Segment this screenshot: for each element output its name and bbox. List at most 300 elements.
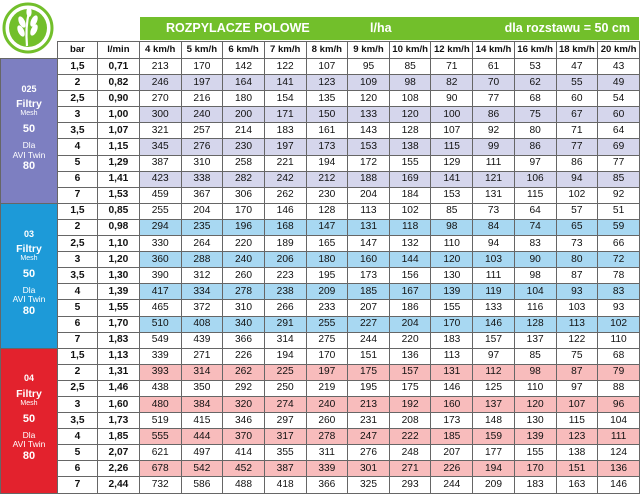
pressure-cell: 5: [57, 155, 97, 171]
rate-cell: 278: [306, 429, 348, 445]
pressure-cell: 1,5: [57, 59, 97, 75]
table-row: [1, 332, 640, 348]
rate-cell: 194: [264, 348, 306, 364]
rate-cell: 226: [223, 348, 265, 364]
table-row: [1, 445, 640, 461]
rate-cell: 225: [264, 364, 306, 380]
table-row: [1, 252, 640, 268]
rate-cell: 155: [514, 445, 556, 461]
rate-cell: 415: [181, 413, 223, 429]
rate-cell: 488: [223, 477, 265, 493]
rate-cell: 84: [473, 219, 515, 235]
rate-cell: 136: [598, 461, 640, 477]
rate-cell: 274: [264, 396, 306, 412]
rate-cell: 111: [598, 429, 640, 445]
rate-cell: 165: [306, 236, 348, 252]
nozzle-group: [1, 59, 640, 204]
table-row: [1, 171, 640, 187]
rate-cell: 510: [139, 316, 181, 332]
rate-cell: 233: [306, 300, 348, 316]
rate-cell: 123: [306, 75, 348, 91]
for-label: Dla: [22, 429, 36, 440]
rate-cell: 423: [139, 171, 181, 187]
rate-cell: 147: [348, 236, 390, 252]
rate-cell: 128: [306, 203, 348, 219]
rate-cell: 197: [264, 139, 306, 155]
rate-cell: 133: [473, 300, 515, 316]
rate-cell: 155: [389, 155, 431, 171]
rate-cell: 170: [431, 316, 473, 332]
rate-cell: 194: [306, 155, 348, 171]
rate-cell: 258: [223, 155, 265, 171]
nozzle-group: [1, 203, 640, 348]
rate-cell: 621: [139, 445, 181, 461]
rate-cell: 439: [181, 332, 223, 348]
rate-cell: 170: [514, 461, 556, 477]
rate-cell: 414: [223, 445, 265, 461]
table-row: [1, 236, 640, 252]
rate-cell: 120: [389, 107, 431, 123]
rate-cell: 98: [514, 364, 556, 380]
rate-cell: 291: [264, 316, 306, 332]
rate-cell: 107: [431, 123, 473, 139]
flow-cell: 1,13: [97, 348, 139, 364]
rate-cell: 438: [139, 380, 181, 396]
header-speed: 9 km/h: [348, 42, 390, 59]
rate-cell: 223: [264, 268, 306, 284]
rate-cell: 83: [598, 284, 640, 300]
table-row: [1, 461, 640, 477]
pressure-cell: 4: [57, 429, 97, 445]
rate-cell: 170: [306, 348, 348, 364]
rate-cell: 192: [389, 396, 431, 412]
rate-cell: 153: [431, 187, 473, 203]
rate-cell: 208: [389, 413, 431, 429]
rate-cell: 102: [598, 316, 640, 332]
rate-cell: 131: [473, 187, 515, 203]
rate-cell: 104: [598, 413, 640, 429]
rate-cell: 86: [514, 139, 556, 155]
rate-cell: 222: [389, 429, 431, 445]
rate-cell: 71: [556, 123, 598, 139]
rate-cell: 264: [181, 236, 223, 252]
nozzle-label: [1, 348, 58, 493]
rate-cell: 310: [181, 155, 223, 171]
rate-cell: 220: [223, 236, 265, 252]
rate-cell: 293: [389, 477, 431, 493]
rate-cell: 104: [514, 284, 556, 300]
flow-cell: 1,29: [97, 155, 139, 171]
rate-cell: 173: [348, 268, 390, 284]
rate-cell: 139: [431, 284, 473, 300]
nozzle-label: [1, 203, 58, 348]
rate-cell: 338: [181, 171, 223, 187]
rate-cell: 519: [139, 413, 181, 429]
rate-cell: 155: [431, 300, 473, 316]
table-row: [1, 123, 640, 139]
rate-cell: 271: [181, 348, 223, 364]
rate-cell: 240: [181, 107, 223, 123]
rate-cell: 107: [556, 396, 598, 412]
rate-cell: 185: [348, 284, 390, 300]
rate-cell: 732: [139, 477, 181, 493]
rate-cell: 49: [598, 75, 640, 91]
mesh-value: 50: [22, 268, 36, 281]
rate-cell: 130: [431, 268, 473, 284]
header-corner: [1, 42, 58, 59]
rate-cell: 270: [139, 91, 181, 107]
pressure-cell: 3,5: [57, 413, 97, 429]
pressure-cell: 2: [57, 75, 97, 91]
rate-cell: 175: [389, 380, 431, 396]
rate-cell: 122: [556, 332, 598, 348]
rate-cell: 97: [473, 348, 515, 364]
rate-cell: 157: [389, 364, 431, 380]
pressure-cell: 2,5: [57, 236, 97, 252]
rate-cell: 110: [598, 332, 640, 348]
rate-cell: 444: [181, 429, 223, 445]
rate-cell: 262: [223, 364, 265, 380]
rate-cell: 100: [431, 107, 473, 123]
header-row: [1, 42, 640, 59]
rate-cell: 116: [514, 300, 556, 316]
banner-title: ROZPYLACZE POLOWE: [166, 21, 310, 35]
rate-cell: 146: [473, 316, 515, 332]
rate-cell: 586: [181, 477, 223, 493]
rate-cell: 120: [431, 252, 473, 268]
rate-cell: 115: [514, 187, 556, 203]
rate-cell: 334: [181, 284, 223, 300]
rate-cell: 360: [139, 252, 181, 268]
rate-cell: 110: [431, 236, 473, 252]
rate-cell: 177: [473, 445, 515, 461]
rate-cell: 372: [181, 300, 223, 316]
rate-cell: 88: [598, 380, 640, 396]
table-row: [1, 75, 640, 91]
rate-cell: 94: [473, 236, 515, 252]
rate-cell: 146: [431, 380, 473, 396]
rate-cell: 151: [556, 461, 598, 477]
rate-cell: 173: [306, 139, 348, 155]
rate-cell: 213: [139, 59, 181, 75]
rate-cell: 113: [348, 203, 390, 219]
rate-cell: 346: [223, 413, 265, 429]
avi-value: 80: [22, 305, 36, 318]
rate-cell: 390: [139, 268, 181, 284]
rate-cell: 366: [223, 332, 265, 348]
pressure-cell: 5: [57, 445, 97, 461]
rate-cell: 164: [223, 75, 265, 91]
rate-cell: 86: [473, 107, 515, 123]
rate-cell: 85: [598, 171, 640, 187]
rate-cell: 207: [431, 445, 473, 461]
pressure-cell: 6: [57, 316, 97, 332]
rate-cell: 320: [223, 396, 265, 412]
rate-cell: 171: [264, 107, 306, 123]
rate-cell: 185: [431, 429, 473, 445]
rate-cell: 99: [473, 139, 515, 155]
mesh-label: Mesh: [20, 255, 38, 263]
rate-cell: 53: [514, 59, 556, 75]
rate-cell: 282: [223, 171, 265, 187]
rate-cell: 311: [306, 445, 348, 461]
rate-cell: 183: [431, 332, 473, 348]
rate-cell: 160: [348, 252, 390, 268]
rate-cell: 248: [389, 445, 431, 461]
table-row: [1, 59, 640, 75]
rate-cell: 77: [473, 91, 515, 107]
rate-cell: 240: [306, 396, 348, 412]
rate-cell: 214: [223, 123, 265, 139]
rate-cell: 250: [264, 380, 306, 396]
rate-cell: 292: [223, 380, 265, 396]
rate-cell: 301: [348, 461, 390, 477]
flow-cell: 1,07: [97, 123, 139, 139]
rate-cell: 125: [473, 380, 515, 396]
title-banner: [140, 17, 639, 40]
flow-cell: 1,46: [97, 380, 139, 396]
rate-cell: 195: [348, 380, 390, 396]
rate-cell: 197: [181, 75, 223, 91]
table-row: [1, 477, 640, 493]
rate-cell: 98: [431, 219, 473, 235]
rate-cell: 188: [348, 171, 390, 187]
filter-label: Filtry: [16, 98, 42, 111]
rate-cell: 339: [139, 348, 181, 364]
rate-cell: 189: [264, 236, 306, 252]
table-row: [1, 155, 640, 171]
rate-cell: 146: [598, 477, 640, 493]
rate-cell: 213: [348, 396, 390, 412]
rate-cell: 85: [431, 203, 473, 219]
rate-cell: 92: [473, 123, 515, 139]
rate-cell: 132: [389, 236, 431, 252]
flow-cell: 0,85: [97, 203, 139, 219]
rate-cell: 314: [264, 332, 306, 348]
rate-cell: 153: [348, 139, 390, 155]
header-speed: 6 km/h: [223, 42, 265, 59]
rate-cell: 72: [598, 252, 640, 268]
rate-cell: 139: [514, 429, 556, 445]
flow-cell: 0,82: [97, 75, 139, 91]
rate-cell: 128: [514, 316, 556, 332]
rate-cell: 85: [514, 348, 556, 364]
rate-cell: 147: [306, 219, 348, 235]
rate-cell: 93: [556, 284, 598, 300]
rate-cell: 255: [139, 203, 181, 219]
flow-cell: 1,73: [97, 413, 139, 429]
rate-cell: 90: [431, 91, 473, 107]
rate-cell: 78: [598, 268, 640, 284]
rate-cell: 137: [514, 332, 556, 348]
rate-cell: 124: [598, 445, 640, 461]
rate-cell: 271: [389, 461, 431, 477]
rate-cell: 119: [473, 284, 515, 300]
rate-cell: 120: [514, 396, 556, 412]
pressure-cell: 3: [57, 396, 97, 412]
rate-cell: 238: [264, 284, 306, 300]
header-speed: 8 km/h: [306, 42, 348, 59]
rate-cell: 97: [556, 380, 598, 396]
rate-cell: 306: [223, 187, 265, 203]
banner-spacing: dla rozstawu = 50 cm: [504, 21, 630, 35]
filter-label: Filtry: [16, 387, 42, 400]
rate-cell: 142: [223, 59, 265, 75]
rate-cell: 136: [389, 348, 431, 364]
rate-cell: 459: [139, 187, 181, 203]
table-row: [1, 203, 640, 219]
avi-twin-label: AVI Twin: [12, 439, 46, 450]
rate-cell: 118: [389, 219, 431, 235]
rate-cell: 196: [223, 219, 265, 235]
rate-cell: 278: [223, 284, 265, 300]
rate-cell: 148: [473, 413, 515, 429]
rate-cell: 247: [348, 429, 390, 445]
rate-cell: 128: [389, 123, 431, 139]
rate-cell: 330: [139, 236, 181, 252]
rate-cell: 339: [306, 461, 348, 477]
rate-cell: 244: [431, 477, 473, 493]
rate-cell: 418: [264, 477, 306, 493]
rate-cell: 183: [264, 123, 306, 139]
mesh-value: 50: [22, 123, 36, 136]
rate-cell: 113: [431, 348, 473, 364]
pressure-cell: 4: [57, 284, 97, 300]
rate-cell: 226: [431, 461, 473, 477]
header-speed: 10 km/h: [389, 42, 431, 59]
rate-cell: 160: [431, 396, 473, 412]
rate-cell: 102: [556, 187, 598, 203]
rate-cell: 98: [389, 75, 431, 91]
rate-cell: 200: [223, 107, 265, 123]
flow-cell: 1,85: [97, 429, 139, 445]
avi-value: 80: [22, 160, 36, 173]
rate-cell: 47: [556, 59, 598, 75]
pressure-cell: 1,5: [57, 203, 97, 219]
rate-cell: 111: [473, 268, 515, 284]
rate-cell: 87: [556, 268, 598, 284]
pressure-cell: 2: [57, 219, 97, 235]
rate-cell: 109: [348, 75, 390, 91]
table-row: [1, 107, 640, 123]
flow-cell: 1,60: [97, 396, 139, 412]
table-row: [1, 300, 640, 316]
rate-cell: 168: [264, 219, 306, 235]
rate-cell: 555: [139, 429, 181, 445]
rate-cell: 180: [223, 91, 265, 107]
pressure-cell: 7: [57, 187, 97, 203]
rate-cell: 75: [556, 348, 598, 364]
avi-twin-label: AVI Twin: [12, 149, 46, 160]
rate-cell: 230: [223, 139, 265, 155]
pressure-cell: 2,5: [57, 91, 97, 107]
header-lmin: l/min: [97, 42, 139, 59]
rate-cell: 87: [556, 364, 598, 380]
rate-cell: 204: [389, 316, 431, 332]
rate-cell: 497: [181, 445, 223, 461]
pressure-cell: 3: [57, 107, 97, 123]
pressure-cell: 1,5: [57, 348, 97, 364]
table-row: [1, 396, 640, 412]
rate-cell: 151: [348, 348, 390, 364]
flow-cell: 2,26: [97, 461, 139, 477]
header-bar: bar: [57, 42, 97, 59]
rate-cell: 98: [514, 268, 556, 284]
rate-cell: 244: [348, 332, 390, 348]
rate-cell: 257: [181, 123, 223, 139]
rate-cell: 115: [431, 139, 473, 155]
rate-cell: 231: [348, 413, 390, 429]
pressure-cell: 2,5: [57, 380, 97, 396]
table-row: [1, 219, 640, 235]
flow-cell: 1,00: [97, 107, 139, 123]
table-row: [1, 364, 640, 380]
rate-cell: 260: [223, 268, 265, 284]
pressure-cell: 7: [57, 332, 97, 348]
rate-cell: 219: [306, 380, 348, 396]
table-row: [1, 348, 640, 364]
rate-cell: 297: [264, 413, 306, 429]
rate-cell: 146: [264, 203, 306, 219]
rate-cell: 408: [181, 316, 223, 332]
rate-cell: 97: [514, 155, 556, 171]
rate-cell: 121: [473, 171, 515, 187]
rate-cell: 59: [598, 219, 640, 235]
rate-cell: 204: [348, 187, 390, 203]
rate-cell: 260: [306, 413, 348, 429]
rate-cell: 77: [598, 155, 640, 171]
rate-cell: 79: [598, 364, 640, 380]
rate-cell: 67: [556, 107, 598, 123]
rate-cell: 111: [473, 155, 515, 171]
nozzle-code: 04: [23, 373, 34, 384]
table-row: [1, 316, 640, 332]
rate-cell: 317: [264, 429, 306, 445]
rate-cell: 384: [181, 396, 223, 412]
rate-cell: 312: [181, 268, 223, 284]
pressure-cell: 6: [57, 171, 97, 187]
flow-cell: 1,53: [97, 187, 139, 203]
rate-cell: 221: [264, 155, 306, 171]
rate-cell: 325: [348, 477, 390, 493]
rate-cell: 227: [348, 316, 390, 332]
rate-cell: 230: [306, 187, 348, 203]
rate-cell: 106: [514, 171, 556, 187]
header-speed: 16 km/h: [514, 42, 556, 59]
rate-cell: 69: [598, 139, 640, 155]
rate-cell: 170: [223, 203, 265, 219]
rate-cell: 235: [181, 219, 223, 235]
rate-cell: 54: [598, 91, 640, 107]
rate-cell: 64: [514, 203, 556, 219]
rate-cell: 86: [556, 155, 598, 171]
rate-cell: 387: [139, 155, 181, 171]
rate-cell: 175: [348, 364, 390, 380]
table-row: [1, 139, 640, 155]
pressure-cell: 5: [57, 300, 97, 316]
nozzle-code: 03: [23, 228, 34, 239]
header-speed: 4 km/h: [139, 42, 181, 59]
pressure-cell: 3,5: [57, 268, 97, 284]
rate-cell: 57: [556, 203, 598, 219]
flow-cell: 1,20: [97, 252, 139, 268]
table-row: [1, 413, 640, 429]
rate-cell: 367: [181, 187, 223, 203]
mesh-label: Mesh: [20, 110, 38, 118]
rate-cell: 172: [348, 155, 390, 171]
rate-cell: 169: [389, 171, 431, 187]
flow-cell: 1,10: [97, 236, 139, 252]
